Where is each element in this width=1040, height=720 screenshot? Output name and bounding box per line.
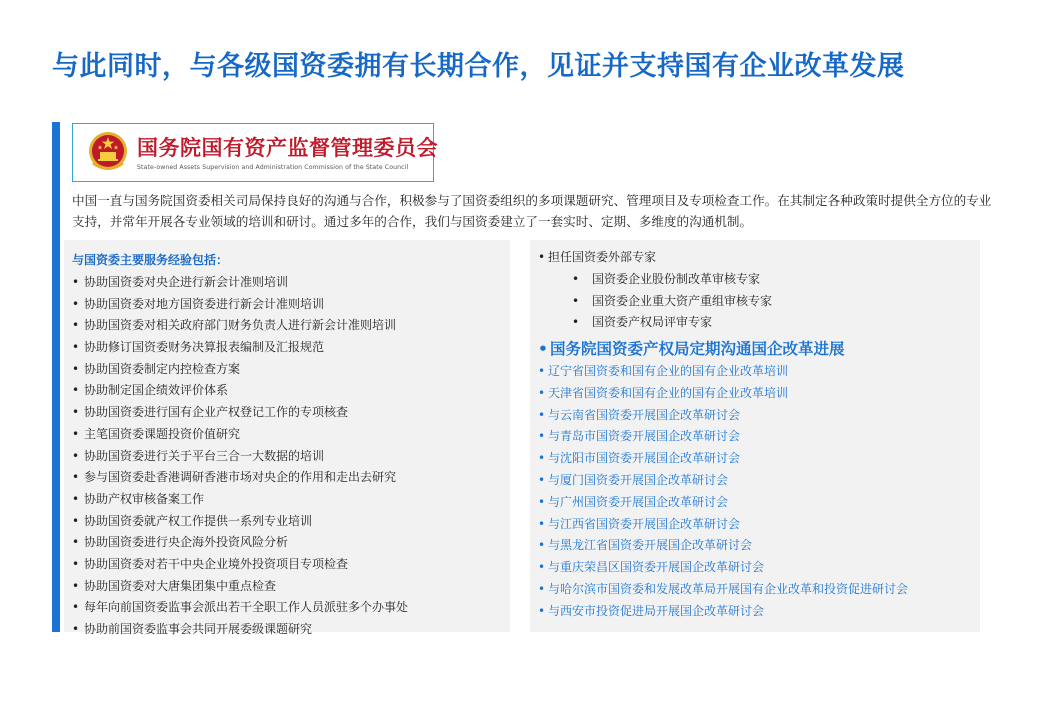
bullet: • (572, 272, 580, 286)
bullet: • (538, 538, 546, 553)
list-item-text: 国资委企业重大资产重组审核专家 (592, 293, 773, 308)
list-item-text: 国资委企业股份制改革审核专家 (592, 272, 761, 286)
bullet: • (72, 318, 80, 333)
list-item-text: 协助国资委对相关政府部门财务负责人进行新会计准则培训 (84, 318, 397, 333)
bullet: • (72, 275, 80, 289)
list-item (538, 361, 908, 383)
list-item-text: 协助产权审核备案工作 (84, 491, 205, 506)
services-panel-title: 与国资委主要服务经验包括： (72, 253, 229, 267)
list-item-text: 天津省国资委和国有企业的国有企业改革培训 (548, 385, 789, 400)
list-item-text: 协助国资委对地方国资委进行新会计准则培训 (84, 296, 325, 311)
list-item (538, 426, 908, 448)
list-item (72, 359, 408, 381)
list-item-text: 与重庆荣昌区国资委开展国企改革研讨会 (548, 560, 765, 575)
bullet: • (72, 535, 80, 550)
list-item-text: 与广州国资委开展国企改革研讨会 (548, 494, 729, 509)
list-item (538, 383, 908, 405)
list-item (538, 405, 908, 427)
bullet: • (538, 250, 546, 264)
list-item-text: 协助国资委进行央企海外投资风险分析 (84, 535, 289, 550)
list-item-text: 协助国资委进行关于平台三合一大数据的培训 (84, 448, 325, 463)
list-item-text: 协助国资委对若干中央企业境外投资项目专项检查 (84, 556, 349, 571)
bullet: • (72, 622, 80, 636)
list-item (572, 312, 772, 334)
experts-list (572, 269, 772, 334)
bullet: • (538, 364, 546, 378)
list-item-text: 与西安市投资促进局开展国企改革研讨会 (548, 603, 765, 618)
list-item-text: 协助国资委制定内控检查方案 (84, 361, 241, 376)
list-item (72, 511, 408, 533)
bullet: • (72, 556, 80, 571)
list-item (538, 492, 908, 514)
list-item-text: 与黑龙江省国资委开展国企改革研讨会 (548, 538, 753, 553)
list-item (72, 294, 408, 316)
accent-bar (52, 122, 60, 632)
list-item-text: 主笔国资委课题投资价值研究 (84, 426, 241, 441)
list-item-text: 协助修订国资委财务决算报表编制及汇报规范 (84, 340, 325, 355)
list-item (572, 291, 772, 313)
bullet: • (572, 315, 580, 329)
bullet: • (538, 429, 546, 444)
page-title: 与此同时，与各级国资委拥有长期合作，见证并支持国有企业改革发展 (52, 51, 905, 82)
logo-english-name: State-owned Assets Supervision and Administration Commission of the State Council (137, 164, 409, 171)
list-item (72, 597, 408, 619)
list-item (538, 470, 908, 492)
list-item (538, 579, 908, 601)
list-item (538, 557, 908, 579)
bullet: • (72, 578, 80, 593)
list-item (72, 619, 408, 641)
bullet: • (538, 385, 546, 400)
list-item-text: 与云南省国资委开展国企改革研讨会 (548, 407, 741, 422)
list-item (538, 601, 908, 623)
list-item-text: 国资委产权局评审专家 (592, 315, 713, 329)
bullet: • (538, 451, 546, 466)
bullet: • (72, 470, 80, 485)
sasac-logo (72, 123, 438, 182)
experience-panel (530, 240, 980, 632)
list-item (72, 532, 408, 554)
sub-heading-text: 国务院国资委产权局定期沟通国企改革进展 (550, 340, 845, 358)
sasac-communication-heading (538, 337, 845, 359)
list-item (72, 272, 408, 294)
list-item (72, 446, 408, 468)
intro-paragraph: 中国一直与国务院国资委相关司局保持良好的沟通与合作，积极参与了国资委组织的多项课题研究、管理项目及专项检查工作。在其制定各种政策时提供全方位的专业支持，并常年开展各专业领域的培训和研讨。通过多年的合作，我们与国资委建立了一套实时、定期、多维度的沟通机制。 (72, 193, 992, 229)
list-item-text: 协助国资委进行国有企业产权登记工作的专项核查 (84, 405, 349, 420)
events-list (538, 361, 908, 623)
list-item (72, 380, 408, 402)
list-item-text: 协助国资委就产权工作提供一系列专业培训 (84, 513, 313, 528)
list-item-text: 参与国资委赴香港调研香港市场对央企的作用和走出去研究 (84, 470, 397, 485)
list-item (72, 489, 408, 511)
list-item (72, 467, 408, 489)
bullet: • (72, 296, 80, 311)
services-panel (64, 240, 510, 636)
bullet: • (538, 516, 546, 531)
list-item-text: 每年向前国资委监事会派出若干全职工作人员派驻多个办事处 (84, 600, 409, 615)
bullet: • (538, 603, 546, 618)
list-item (538, 535, 908, 557)
list-item-text: 与江西省国资委开展国企改革研讨会 (548, 516, 741, 531)
list-item (72, 402, 408, 424)
list-item (72, 424, 408, 446)
list-item-text: 与哈尔滨市国资委和发展改革局开展国有企业改革和投资促进研讨会 (548, 581, 909, 596)
expert-heading-text: 担任国资委外部专家 (548, 250, 657, 264)
list-item (72, 554, 408, 576)
bullet: • (538, 472, 546, 487)
list-item-text: 辽宁省国资委和国有企业的国有企业改革培训 (548, 364, 789, 378)
list-item-text: 协助国资委对央企进行新会计准则培训 (84, 275, 289, 289)
bullet: • (538, 407, 546, 422)
list-item (72, 337, 408, 359)
list-item-text: 与青岛市国资委开展国企改革研讨会 (548, 429, 741, 444)
services-list (72, 272, 408, 641)
bullet: • (72, 361, 80, 376)
list-item-text: 协助制定国企绩效评价体系 (84, 383, 229, 398)
bullet: • (572, 293, 580, 308)
list-item-text: 与沈阳市国资委开展国企改革研讨会 (548, 451, 741, 466)
bullet: • (538, 581, 546, 596)
list-item (72, 315, 408, 337)
list-item-text: 与厦门国资委开展国企改革研讨会 (548, 472, 729, 487)
list-item (72, 576, 408, 598)
bullet: • (538, 560, 546, 575)
list-item (538, 448, 908, 470)
national-emblem-icon (87, 130, 129, 174)
logo-chinese-name: 国务院国有资产监督管理委员会 (137, 136, 438, 160)
bullet: • (72, 448, 80, 463)
bullet: • (538, 494, 546, 509)
bullet: • (72, 513, 80, 528)
bullet: • (538, 340, 548, 358)
bullet: • (72, 426, 80, 441)
list-item-text: 协助国资委对大唐集团集中重点检查 (84, 578, 277, 593)
bullet: • (72, 405, 80, 420)
bullet: • (72, 491, 80, 506)
bullet: • (72, 600, 80, 615)
bullet: • (72, 340, 80, 355)
list-item-text: 协助前国资委监事会共同开展委级课题研究 (84, 622, 313, 636)
list-item (572, 269, 772, 291)
list-item (538, 514, 908, 536)
bullet: • (72, 383, 80, 398)
expert-heading (538, 248, 656, 265)
